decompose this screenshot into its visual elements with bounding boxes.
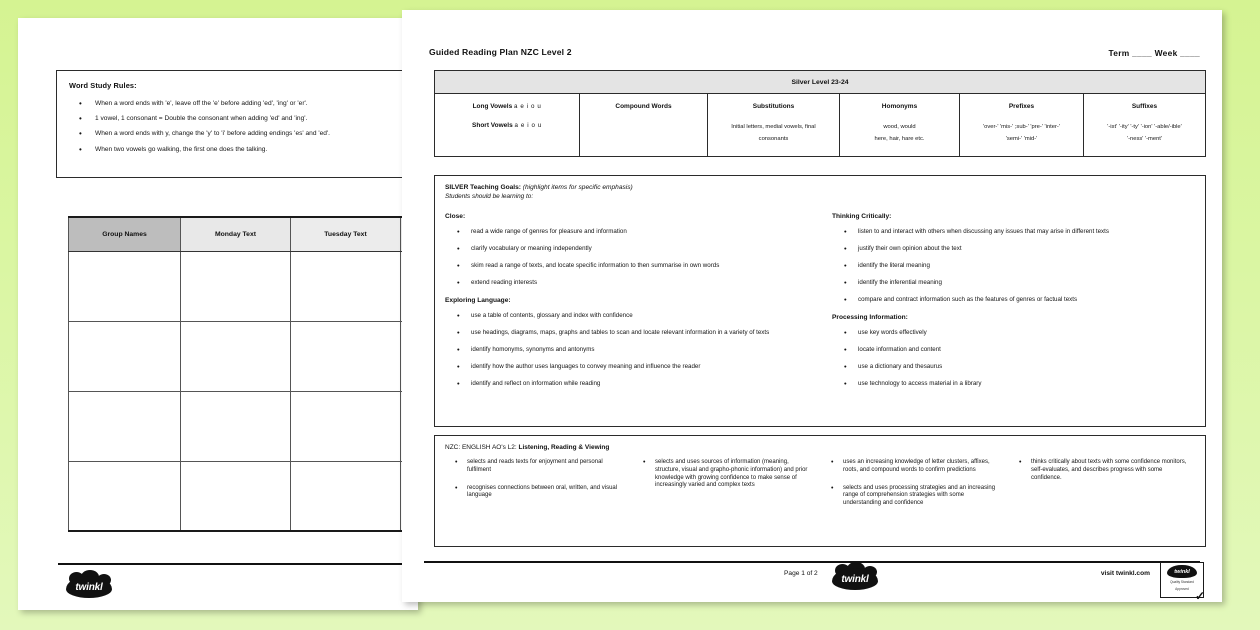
goals-column-left: [445, 210, 820, 397]
column-line: 'semi-' 'mid-': [1005, 135, 1038, 142]
nzc-columns: [445, 459, 1197, 518]
list-item: • selects and reads texts for enjoyment and personal fulfilment: [445, 459, 623, 475]
table-cell[interactable]: [291, 251, 401, 321]
list-item: • selects and uses processing strategies and an increasing range of comprehension strategies with some understanding and confidence: [821, 485, 999, 508]
column-title-2: [441, 122, 573, 130]
list-item: • 1 vowel, 1 consonant = Double the consonant when adding 'ed' and 'ing'.: [69, 115, 399, 123]
badge-line-2: Approved: [1175, 586, 1189, 591]
teaching-goals-heading-bold: SILVER Teaching Goals:: [445, 184, 521, 191]
goals-section-processing-information-list: [832, 329, 1195, 388]
column-line: '-ness' '-ment': [1126, 135, 1163, 142]
short-vowels-label: Short Vowels: [472, 122, 513, 130]
list-item: • skim read a range of texts, and locate specific information to then summarise in own words: [445, 262, 806, 270]
column-line: consonants: [758, 135, 789, 142]
list-item: • listen to and interact with others when discussing any issues that may arise in different texts: [832, 228, 1195, 236]
goals-section-exploring-language-list: [445, 312, 806, 388]
front-page: [402, 10, 1222, 602]
twinkl-logo-icon: [66, 576, 112, 598]
table-cell[interactable]: [69, 251, 181, 321]
teaching-goals-heading: [445, 184, 1195, 191]
column-title: Suffixes: [1131, 103, 1158, 110]
checkmark-icon: ✓: [1194, 589, 1205, 602]
table-cell[interactable]: [181, 321, 291, 391]
column-header-monday-text: Monday Text: [181, 217, 291, 251]
goals-section-close-title: Close:: [445, 213, 466, 220]
column-line: here, hair, hare etc.: [874, 135, 925, 142]
table-cell[interactable]: [181, 251, 291, 321]
silver-column-homonyms: [840, 94, 960, 156]
goals-column-right: [820, 210, 1195, 397]
list-item: • use a table of contents, glossary and index with confidence: [445, 312, 806, 320]
nzc-heading-plain: NZC: ENGLISH AO's L2:: [445, 444, 519, 451]
table-cell[interactable]: [69, 321, 181, 391]
nzc-list: [633, 459, 811, 490]
goals-section-processing-information-title: Processing Information:: [832, 313, 908, 321]
logo-wordmark: twinkl: [75, 581, 103, 593]
teaching-goals-heading-italic: (highlight items for specific emphasis): [520, 184, 633, 191]
column-title: Compound Words: [615, 103, 672, 110]
column-title: Prefixes: [1008, 103, 1035, 110]
nzc-heading-bold: Listening, Reading & Viewing: [518, 444, 610, 451]
nzc-column-1: [445, 459, 633, 518]
nzc-heading: [445, 444, 1197, 451]
badge-wordmark: twinkl: [1174, 568, 1190, 575]
list-item: • identify homonyms, synonyms and antonyms: [445, 346, 806, 354]
list-item: • use a dictionary and thesaurus: [832, 363, 1195, 371]
list-item: • When a word ends with y, change the 'y' to 'i' before adding endings 'es' and 'ed'.: [69, 130, 399, 138]
table-body: [69, 251, 419, 531]
column-title: Substitutions: [752, 103, 795, 110]
silver-column-vowels: [435, 94, 580, 156]
column-header-group-names: Group Names: [69, 217, 181, 251]
teaching-goals-columns: [445, 210, 1195, 397]
table-row: [69, 251, 419, 321]
nzc-list: [1009, 459, 1187, 482]
list-item: • When two vowels go walking, the first one does the talking.: [69, 146, 399, 154]
long-vowels-label: Long Vowels: [472, 103, 513, 110]
table-cell[interactable]: [181, 391, 291, 461]
list-item: • use headings, diagrams, maps, graphs and tables to scan and locate relevant information in a variety of texts: [445, 329, 806, 337]
list-item: • use key words effectively: [832, 329, 1195, 337]
list-item: • identify and reflect on information while reading: [445, 380, 806, 388]
table-cell[interactable]: [69, 391, 181, 461]
visit-website-link[interactable]: visit twinkl.com: [1100, 570, 1150, 577]
list-item: • use technology to access material in a library: [832, 380, 1195, 388]
column-title: [441, 103, 573, 111]
badge-logo-icon: [1167, 565, 1197, 578]
list-item: • selects and uses sources of information (meaning, structure, visual and grapho-phonic information) and prior knowledge with growing confidence to make sense of increasingly varied and complex texts: [633, 459, 811, 490]
nzc-list: [445, 459, 623, 500]
goals-section-thinking-critically-title: Thinking Critically:: [832, 213, 892, 220]
column-line: wood, would: [883, 124, 916, 131]
group-planning-table: [68, 216, 418, 532]
list-item: • When a word ends with 'e', leave off the 'e' before adding 'ed', 'ing' or 'er'.: [69, 100, 399, 108]
teaching-goals-subheading: Students should be learning to:: [445, 193, 534, 200]
list-item: • identify the inferential meaning: [832, 279, 1195, 287]
column-header-tuesday-text: Tuesday Text: [291, 217, 401, 251]
nzc-column-3: [821, 459, 1009, 518]
table-row: [69, 321, 419, 391]
list-item: • read a wide range of genres for pleasure and information: [445, 228, 806, 236]
badge-line-1: Quality Standard: [1170, 580, 1194, 584]
list-item: • compare and contract information such as the features of genres or factual texts: [832, 296, 1195, 304]
silver-column-compound-words: [580, 94, 708, 156]
table-header-row: [69, 217, 419, 251]
word-study-list: [69, 100, 399, 154]
logo-wordmark: twinkl: [841, 573, 869, 585]
table-cell[interactable]: [181, 461, 291, 531]
list-item: • thinks critically about texts with some confidence monitors, self-evaluates, and describes progress with some confidence.: [1009, 459, 1187, 482]
quality-standard-badge: [1160, 562, 1205, 602]
short-vowels-value: a e i o u: [514, 122, 542, 130]
column-line: 'over-' 'mis-' ;sub-' 'pre-' 'inter-': [983, 124, 1060, 131]
nzc-objectives-box: [434, 435, 1206, 547]
nzc-list: [821, 459, 999, 508]
goals-section-close-list: [445, 228, 806, 287]
column-line: Initial letters, medial vowels, final: [731, 124, 816, 131]
table-row: [69, 391, 419, 461]
table-header: [69, 217, 419, 251]
page-number: Page 1 of 2: [784, 570, 818, 577]
list-item: • uses an increasing knowledge of letter clusters, affixes, roots, and compound words to confirm predictions: [821, 459, 999, 475]
page-title: Guided Reading Plan NZC Level 2: [429, 47, 572, 57]
table-cell[interactable]: [69, 461, 181, 531]
goals-section-thinking-critically-list: [832, 228, 1195, 304]
nzc-column-4: [1009, 459, 1197, 518]
back-page: [18, 18, 418, 610]
term-week-field[interactable]: Term ____ Week ____: [1108, 48, 1200, 58]
silver-column-substitutions: [708, 94, 840, 156]
table-cell[interactable]: [291, 461, 401, 531]
nzc-column-2: [633, 459, 821, 518]
word-study-title: Word Study Rules:: [69, 81, 137, 90]
silver-columns: [435, 94, 1205, 156]
list-item: • extend reading interests: [445, 279, 806, 287]
list-item: • identify the literal meaning: [832, 262, 1195, 270]
long-vowels-value: a e i o u: [514, 103, 542, 110]
footer-divider: [424, 561, 1200, 563]
list-item: • identify how the author uses languages to convey meaning and influence the reader: [445, 363, 806, 371]
twinkl-logo-icon: [832, 568, 878, 590]
teaching-goals-box: [434, 175, 1206, 427]
list-item: • locate information and content: [832, 346, 1195, 354]
word-study-rules-box: [56, 70, 408, 178]
list-item: • recognises connections between oral, written, and visual language: [445, 485, 623, 501]
silver-level-caption: Silver Level 23-24: [435, 71, 1205, 94]
goals-section-exploring-language-title: Exploring Language:: [445, 296, 511, 304]
table-row: [69, 461, 419, 531]
silver-column-prefixes: [960, 94, 1084, 156]
list-item: • justify their own opinion about the text: [832, 245, 1195, 253]
column-title: Homonyms: [881, 103, 918, 110]
column-line: '-ist' '-ity' '-ty' '-ion' '-able/-ible': [1107, 124, 1182, 131]
silver-column-suffixes: [1084, 94, 1205, 156]
table-cell[interactable]: [291, 391, 401, 461]
list-item: • clarify vocabulary or meaning independently: [445, 245, 806, 253]
silver-level-table: [434, 70, 1206, 157]
table-cell[interactable]: [291, 321, 401, 391]
footer-divider: [58, 563, 410, 565]
